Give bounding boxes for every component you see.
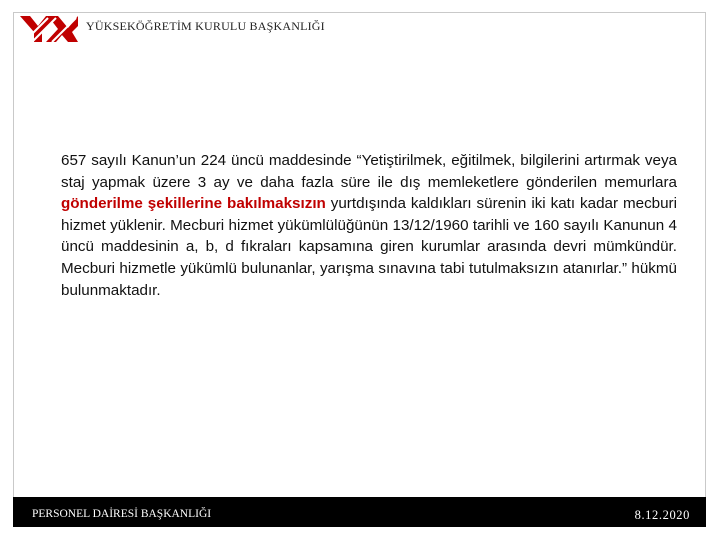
body-text-part-2: yurtdışında kaldıkları sürenin iki katı kadar mecburi hizmet yüklenir. Mecburi hizmet yükümlülüğünün 13/12/1960 tarihli ve 160 sayılı Kanunun 4 üncü maddesinin a, b, d fıkraları kapsamına giren kurumlar arasında devri mümkündür. Mecburi hizmetle yükümlü bulunanlar, yarışma sınavına tabi tutulmaksızın atanırlar.” hükmü bulunmaktadır. bbox=[61, 195, 677, 299]
highlighted-phrase: gönderilme şekillerine bakılmaksızın bbox=[61, 195, 326, 213]
yok-logo-icon bbox=[18, 14, 80, 44]
body-paragraph bbox=[61, 150, 677, 301]
organization-title: YÜKSEKÖĞRETİM KURULU BAŞKANLIĞI bbox=[86, 19, 325, 33]
footer-date: 8.12.2020 bbox=[634, 508, 690, 522]
footer-department: PERSONEL DAİRESİ BAŞKANLIĞI bbox=[32, 508, 212, 520]
body-text-part-1: 657 sayılı Kanun’un 224 üncü maddesinde “Yetiştirilmek, eğitilmek, bilgilerini artırmak veya staj yapmak üzere 3 ay ve daha fazla süre ile dış memleketlere gönderilen memurlara bbox=[61, 152, 677, 191]
